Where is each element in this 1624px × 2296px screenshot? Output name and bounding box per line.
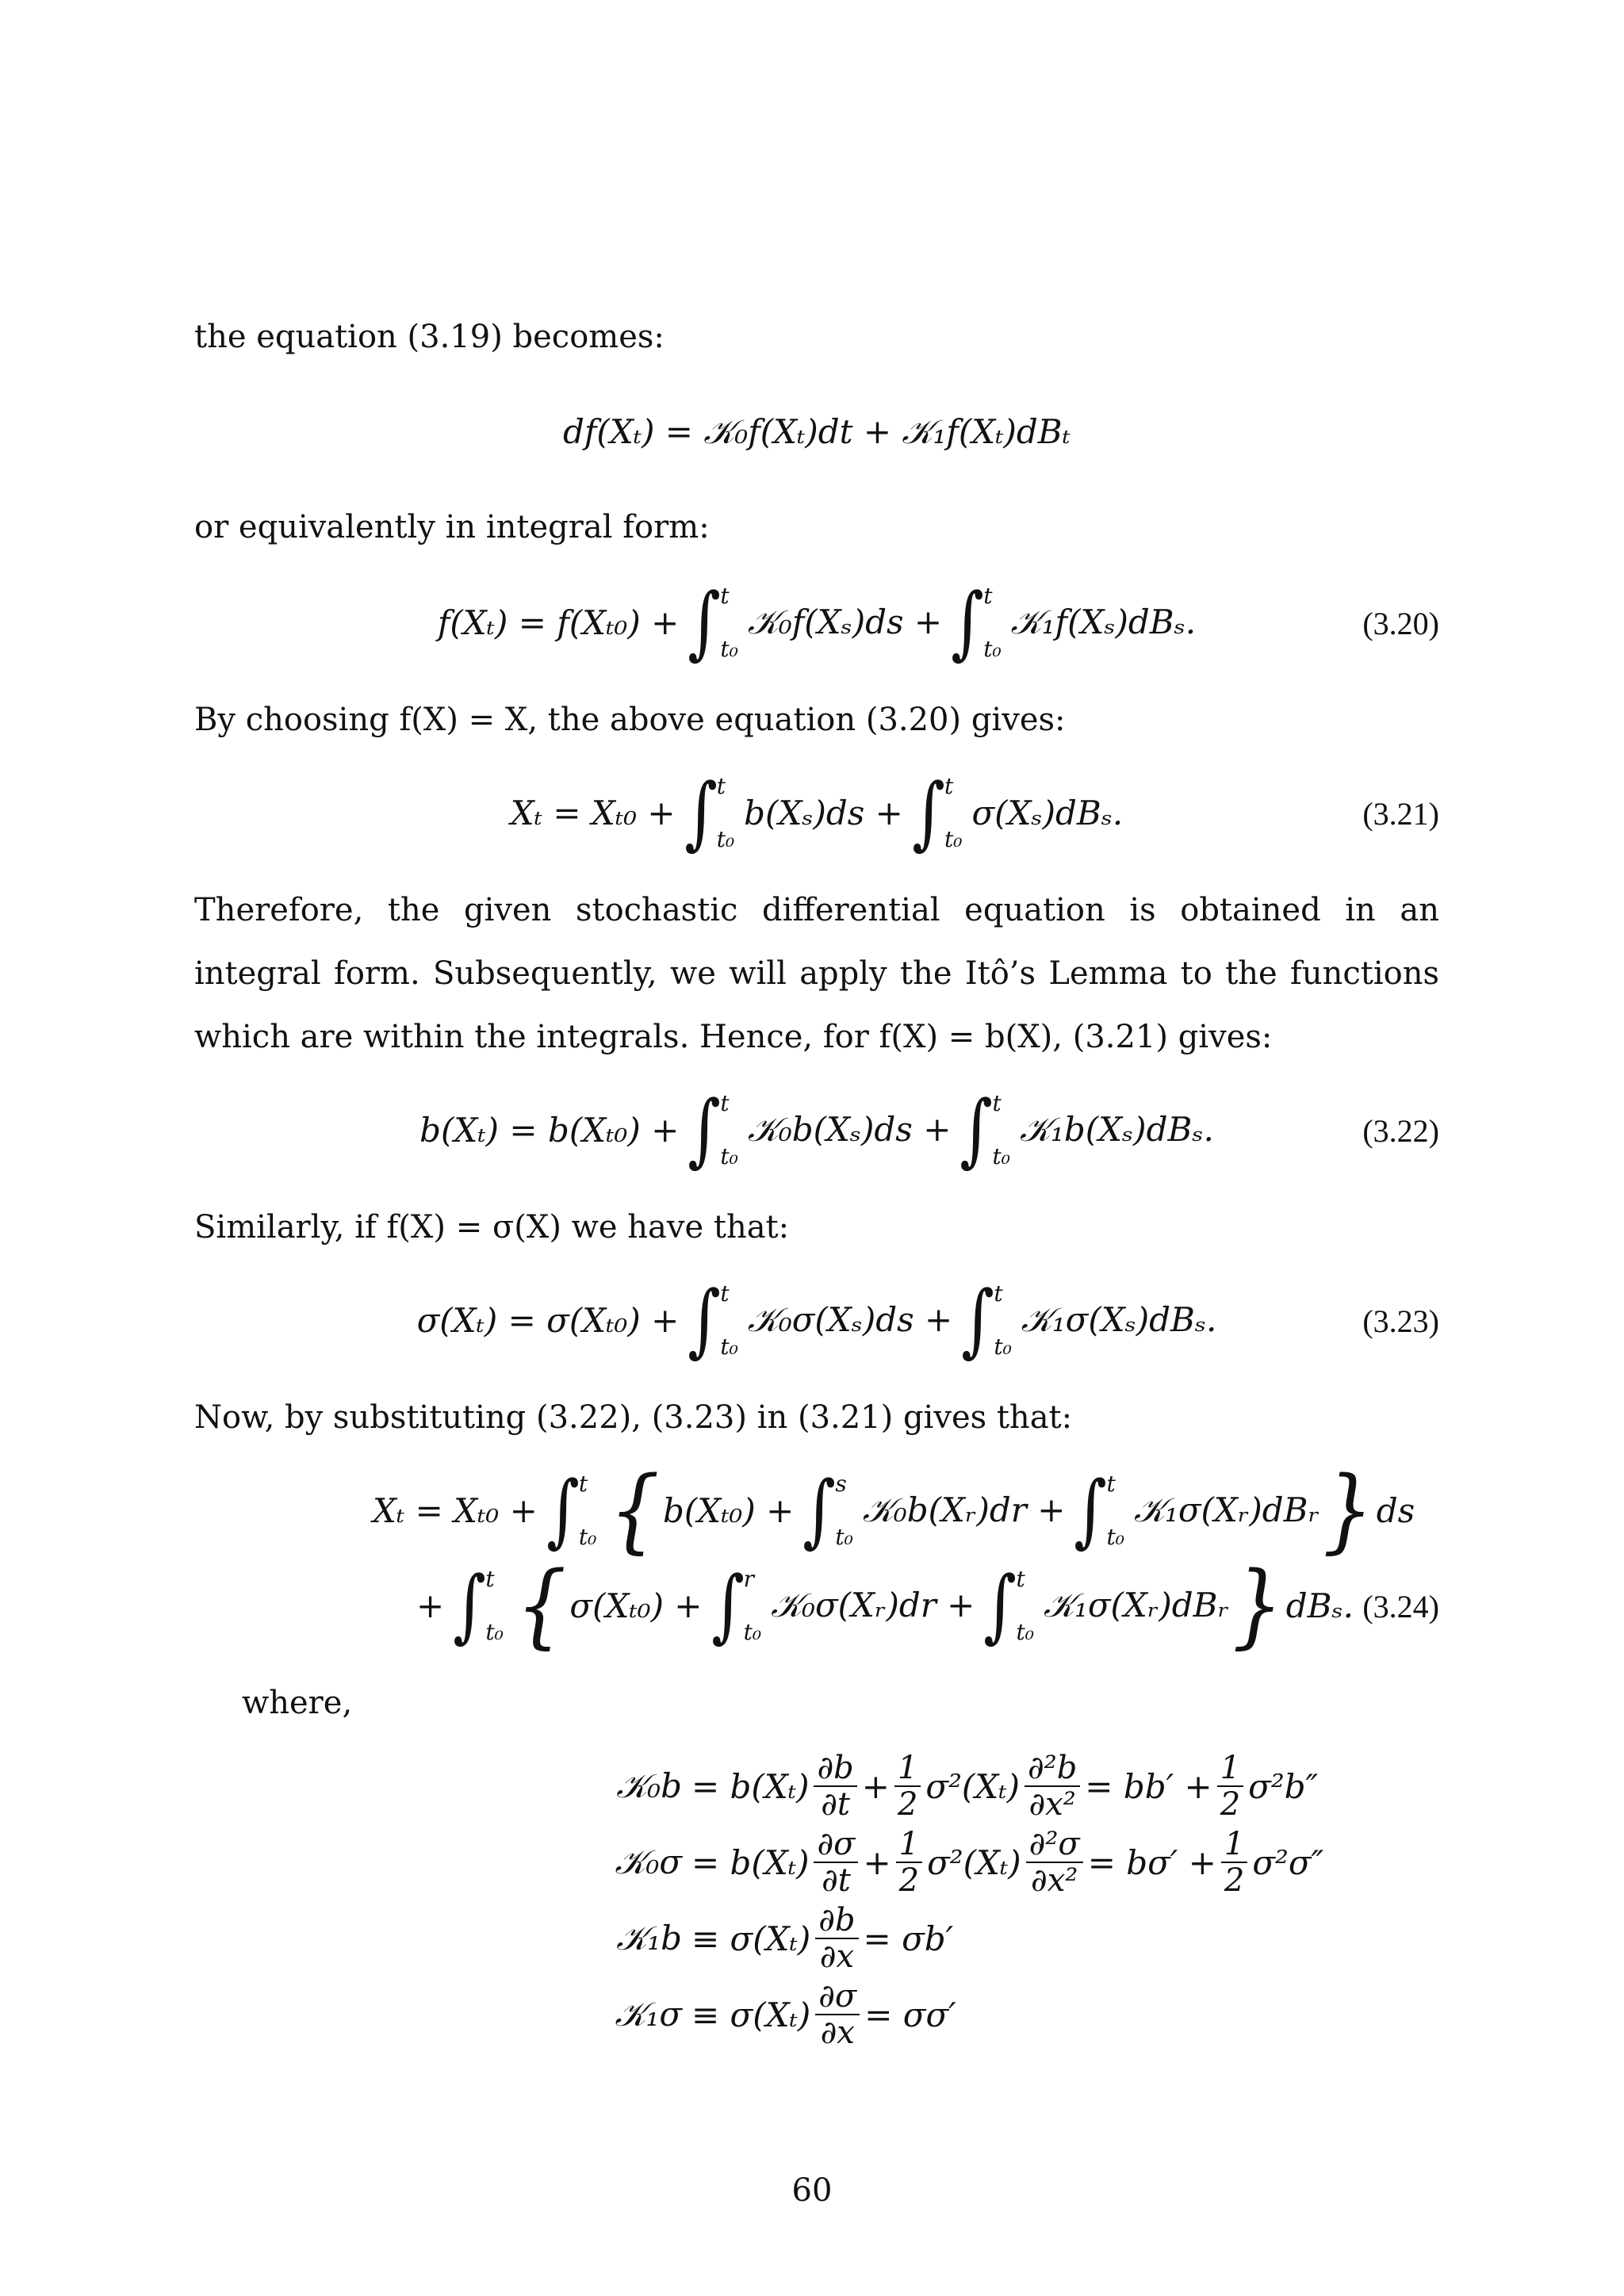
eq24b-lhs: +	[416, 1586, 445, 1625]
eq23-term2: 𝒦₁σ(Xₛ)dBₛ.	[1021, 1300, 1217, 1339]
integral-sign: ∫ t t₀	[961, 1273, 1012, 1366]
denominator: ∂t	[821, 1786, 850, 1823]
def-rhs: = b(Xₜ)	[691, 1843, 810, 1882]
eq22-term2: 𝒦₁b(Xₛ)dBₛ.	[1020, 1110, 1214, 1149]
numerator: 1	[1221, 1827, 1247, 1863]
lower-limit: t₀	[743, 1619, 762, 1645]
left-brace: {	[609, 1456, 661, 1563]
eq24a-lhs: Xₜ = Xₜ₀ +	[373, 1490, 538, 1530]
equation-number: (3.21)	[1362, 796, 1439, 832]
eq21-lhs: Xₜ = Xₜ₀ +	[510, 793, 676, 832]
paragraph-2: or equivalently in integral form:	[194, 509, 710, 545]
equation-number: (3.20)	[1362, 606, 1439, 641]
definitions-block	[492, 1748, 1323, 2053]
upper-limit: t	[720, 1090, 730, 1116]
integral-sign: ∫ t t₀	[951, 576, 1002, 668]
equation-3-21	[194, 765, 1439, 860]
lower-limit: t₀	[944, 826, 963, 852]
def-rhs: = b(Xₜ)	[691, 1766, 810, 1806]
paragraph-4: Therefore, the given stochastic differential equation is obtained in an integral form. Subsequently, we will apply the Itô’s Lemma to the functions which are within the integrals. Hence, for f(X) = b(X), (3.21) gives:	[194, 892, 1439, 1055]
paragraph-5: Similarly, if f(X) = σ(X) we have that:	[194, 1209, 790, 1246]
definition-row	[492, 1900, 1323, 1976]
lower-limit: t₀	[992, 1143, 1010, 1169]
def-rhs: σ²(Xₜ)	[927, 1843, 1021, 1882]
upper-limit: s	[835, 1471, 847, 1497]
numerator: ∂²σ	[1026, 1827, 1083, 1863]
equation-number: (3.22)	[1362, 1113, 1439, 1149]
equation-ito	[194, 385, 1439, 480]
upper-limit: t	[720, 1280, 730, 1307]
denominator: ∂x	[820, 2015, 855, 2051]
def-rhs: +	[861, 1766, 890, 1806]
def-rhs: = bσ′ +	[1087, 1843, 1216, 1882]
eq20-term1: 𝒦₀f(Xₛ)ds +	[747, 603, 943, 641]
lower-limit: t₀	[485, 1619, 504, 1645]
eq24a-a: b(Xₜ₀) +	[663, 1490, 795, 1530]
integral-sign: ∫ s t₀	[802, 1464, 853, 1556]
numerator: ∂b	[815, 1903, 858, 1939]
fraction	[1026, 1827, 1083, 1898]
equation-3-23	[194, 1272, 1439, 1368]
def-rhs: = σb′	[863, 1919, 954, 1958]
eq21-term2: σ(Xₛ)dBₛ.	[971, 793, 1124, 832]
eq20-lhs: f(Xₜ) = f(Xₜ₀) +	[437, 603, 680, 642]
upper-limit: t	[1016, 1566, 1025, 1592]
eq24a-end: ds	[1376, 1490, 1415, 1530]
def-lhs: 𝒦₁b	[616, 1919, 682, 1957]
definition-row	[492, 1824, 1323, 1900]
def-rhs: ≡ σ(Xₜ)	[691, 1919, 811, 1958]
numerator: ∂b	[814, 1751, 856, 1787]
numerator: 1	[894, 1751, 921, 1787]
integral-sign: ∫ r t₀	[710, 1559, 762, 1651]
upper-limit: t	[983, 583, 993, 609]
numerator: 1	[896, 1827, 922, 1863]
lower-limit: t₀	[1016, 1619, 1034, 1645]
eq24a-c: 𝒦₁σ(Xᵣ)dBᵣ	[1134, 1490, 1320, 1529]
upper-limit: t	[720, 583, 730, 609]
upper-limit: t	[992, 1090, 1002, 1116]
fraction	[894, 1751, 921, 1822]
definition-row	[492, 1976, 1323, 2053]
numerator: ∂σ	[814, 1827, 858, 1863]
fraction	[814, 1827, 858, 1898]
denominator: ∂t	[822, 1862, 851, 1899]
eq23-lhs: σ(Xₜ) = σ(Xₜ₀) +	[416, 1300, 680, 1340]
lower-limit: t₀	[994, 1334, 1012, 1360]
numerator: 1	[1217, 1751, 1243, 1787]
integral-sign: ∫ t t₀	[684, 766, 735, 859]
integral-sign: ∫ t t₀	[453, 1559, 504, 1651]
fraction	[1217, 1751, 1243, 1822]
paragraph-6: Now, by substituting (3.22), (3.23) in (3.21) gives that:	[194, 1399, 1073, 1436]
def-rhs: +	[863, 1843, 891, 1882]
def-lhs: 𝒦₁σ	[615, 1995, 682, 2034]
def-lhs: 𝒦₀b	[616, 1766, 682, 1805]
fraction	[896, 1827, 922, 1898]
upper-limit: t	[1106, 1471, 1116, 1497]
upper-limit: t	[994, 1280, 1003, 1307]
integral-sign: ∫ t t₀	[959, 1083, 1010, 1176]
fraction	[1025, 1751, 1080, 1822]
left-brace: {	[515, 1552, 567, 1659]
equation-3-24-line2	[194, 1552, 1439, 1659]
integral-sign: ∫ t t₀	[688, 1083, 738, 1176]
fraction	[1221, 1827, 1247, 1898]
def-rhs: σ²σ″	[1252, 1843, 1324, 1882]
denominator: 2	[1220, 1786, 1241, 1823]
numerator: ∂σ	[815, 1979, 860, 2015]
denominator: 2	[897, 1786, 918, 1823]
eq22-lhs: b(Xₜ) = b(Xₜ₀) +	[419, 1110, 680, 1150]
eq21-term1: b(Xₛ)ds +	[744, 793, 903, 832]
def-lhs: 𝒦₀σ	[615, 1843, 682, 1881]
lower-limit: t₀	[1106, 1524, 1124, 1550]
lower-limit: t₀	[720, 1143, 738, 1169]
eq24b-b: 𝒦₀σ(Xᵣ)dr +	[771, 1586, 975, 1624]
integral-sign: ∫ t t₀	[983, 1559, 1034, 1651]
equation-number: (3.24)	[1362, 1589, 1439, 1624]
eq22-term1: 𝒦₀b(Xₛ)ds +	[747, 1110, 952, 1149]
paragraph-3: By choosing f(X) = X, the above equation (3.20) gives:	[194, 702, 1066, 738]
equation-3-24-line1	[194, 1456, 1439, 1563]
lower-limit: t₀	[716, 826, 735, 852]
eq23-term1: 𝒦₀σ(Xₛ)ds +	[747, 1300, 953, 1339]
def-rhs: = bb′ +	[1085, 1766, 1212, 1806]
fraction	[814, 1751, 856, 1822]
equation-3-20	[194, 575, 1439, 670]
right-brace: }	[1232, 1552, 1283, 1659]
right-brace: }	[1323, 1456, 1373, 1563]
equation-number: (3.23)	[1362, 1303, 1439, 1339]
eq24b-a: σ(Xₜ₀) +	[569, 1586, 703, 1625]
eq24a-b: 𝒦₀b(Xᵣ)dr +	[862, 1490, 1066, 1529]
eq24b-c: 𝒦₁σ(Xᵣ)dBᵣ	[1043, 1586, 1230, 1624]
fraction	[815, 1903, 858, 1974]
integral-sign: ∫ t t₀	[546, 1464, 597, 1556]
upper-limit: t	[716, 773, 726, 799]
def-rhs: = σσ′	[864, 1995, 956, 2034]
upper-limit: r	[743, 1566, 754, 1592]
lower-limit: t₀	[983, 636, 1002, 662]
definition-row	[492, 1748, 1323, 1824]
integral-sign: ∫ t t₀	[688, 576, 738, 668]
def-rhs: σ²(Xₜ)	[925, 1766, 1020, 1806]
lower-limit: t₀	[578, 1524, 597, 1550]
lower-limit: t₀	[835, 1524, 853, 1550]
denominator: ∂x²	[1031, 1862, 1078, 1899]
integral-sign: ∫ t t₀	[1074, 1464, 1124, 1556]
page-number: 60	[791, 2172, 833, 2209]
eq20-term2: 𝒦₁f(Xₛ)dBₛ.	[1010, 603, 1197, 641]
fraction	[815, 1979, 860, 2050]
eq24b-end: dBₛ.	[1285, 1586, 1354, 1625]
upper-limit: t	[485, 1566, 495, 1592]
denominator: ∂x	[819, 1938, 855, 1975]
def-rhs: ≡ σ(Xₜ)	[691, 1995, 811, 2034]
equation-3-22	[194, 1082, 1439, 1177]
equation-ito-body: df(Xₜ) = 𝒦₀f(Xₜ)dt + 𝒦₁f(Xₜ)dBₜ	[563, 412, 1071, 451]
def-rhs: σ²b″	[1248, 1766, 1319, 1806]
denominator: 2	[1224, 1862, 1245, 1899]
paragraph-1: the equation (3.19) becomes:	[194, 319, 665, 355]
integral-sign: ∫ t t₀	[688, 1273, 738, 1366]
where-label: where,	[242, 1685, 353, 1721]
integral-sign: ∫ t t₀	[912, 766, 963, 859]
lower-limit: t₀	[720, 636, 738, 662]
upper-limit: t	[944, 773, 954, 799]
upper-limit: t	[578, 1471, 588, 1497]
denominator: 2	[898, 1862, 920, 1899]
denominator: ∂x²	[1028, 1786, 1076, 1823]
lower-limit: t₀	[720, 1334, 738, 1360]
numerator: ∂²b	[1025, 1751, 1080, 1787]
